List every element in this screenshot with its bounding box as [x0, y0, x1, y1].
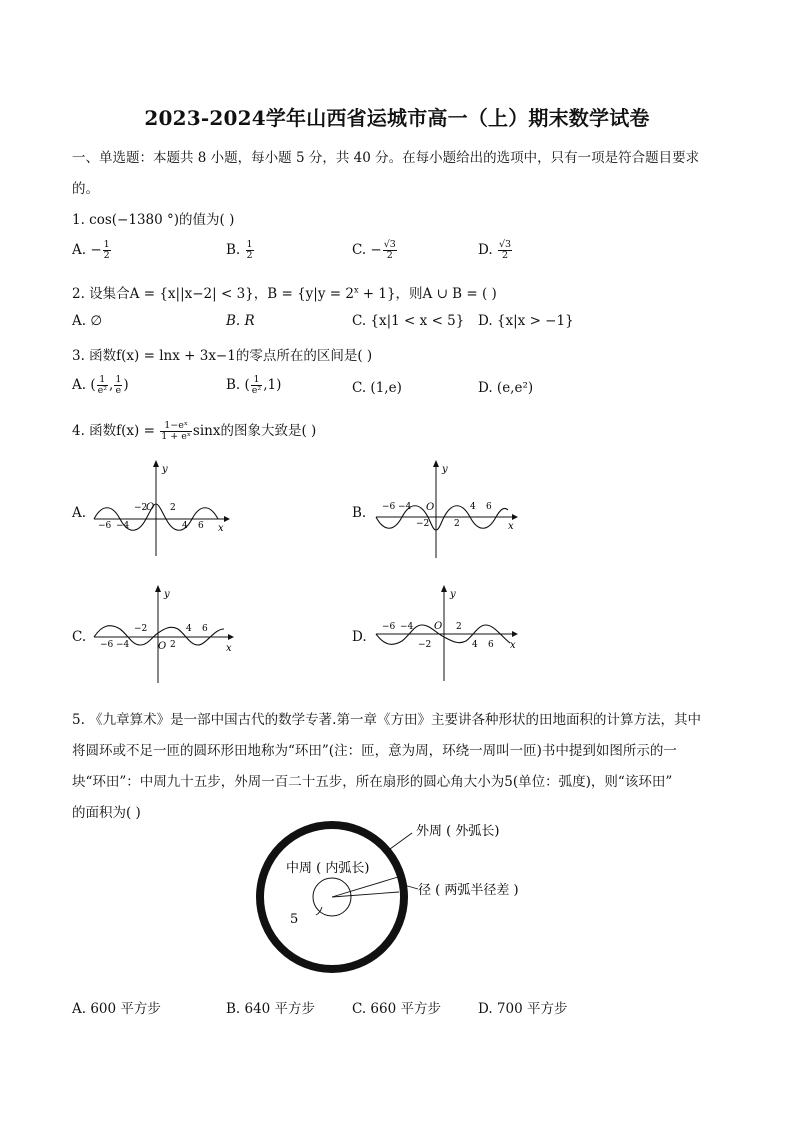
- tick-label: 6: [198, 521, 204, 531]
- tick-label: −4: [398, 502, 412, 512]
- q1-stem: 1. cos(−1380 °)的值为( ): [72, 212, 235, 228]
- inner-label: 中周 ( 内弧长): [286, 861, 370, 876]
- tick-label: −2: [416, 519, 430, 529]
- q3-option-a[interactable]: A. ( $\frac{1}{\text{e²}}$ , $\frac{1}{e}$ ): [72, 374, 129, 396]
- tick-label: 2: [170, 503, 176, 513]
- origin-label: O: [434, 621, 443, 632]
- q3-option-c[interactable]: C. (1,e): [352, 380, 402, 396]
- tick-label: 6: [202, 624, 208, 634]
- fraction: $\frac{√3}{2}$: [383, 239, 396, 261]
- section-heading: 一、单选题：本题共 8 小题，每小题 5 分，共 40 分。在每小题给出的选项中，只有一项是符合题目要求: [72, 150, 700, 166]
- y-label: y: [450, 589, 456, 600]
- q5-stem-line4: 的面积为( ): [72, 805, 141, 821]
- origin-label: O: [158, 641, 167, 652]
- q1-option-b[interactable]: [226, 240, 255, 261]
- fraction: $\frac{1}{2}$: [103, 239, 110, 261]
- tick-label: 2: [456, 622, 462, 632]
- tick-label: 4: [472, 640, 478, 650]
- q1-option-d[interactable]: [478, 240, 513, 261]
- q5-stem-line2: 将圆环或不足一匝的圆环形田地称为“环田”(注：匝，意为周，环绕一周叫一匝)书中提到如图所示的一: [72, 743, 677, 759]
- q1-option-d-label: D.: [478, 242, 497, 258]
- outer-label: 外周 ( 外弧长): [416, 824, 500, 839]
- tick-label: −6: [382, 502, 396, 512]
- q5-option-b[interactable]: B. 640 平方步: [226, 1001, 316, 1017]
- x-label: x: [508, 521, 514, 532]
- q1-option-c[interactable]: [352, 240, 398, 261]
- tick-label: −2: [134, 624, 148, 634]
- q4-option-c-label[interactable]: C.: [72, 629, 87, 645]
- section-heading-cont: 的。: [72, 181, 99, 197]
- tick-label: 2: [170, 640, 176, 650]
- tick-label: −6: [100, 640, 114, 650]
- y-label: y: [162, 464, 168, 475]
- x-axis-arrow: [228, 634, 234, 640]
- fraction: $\frac{√3}{2}$: [498, 239, 512, 261]
- tick-label: −2: [418, 640, 432, 650]
- q2-option-a[interactable]: A. ∅: [72, 313, 103, 329]
- y-axis-arrow: [153, 460, 159, 467]
- y-axis-arrow: [155, 585, 161, 592]
- fraction: $\frac{1}{e}$: [115, 374, 122, 396]
- x-label: x: [218, 523, 224, 534]
- tick-label: −6: [382, 622, 396, 632]
- q2-option-b[interactable]: B. R: [226, 313, 255, 329]
- tick-label: 4: [182, 521, 188, 531]
- tick-label: −2: [134, 503, 148, 513]
- q1-option-b-label: B.: [226, 242, 245, 258]
- q2-option-c[interactable]: C. {x|1 < x < 5}: [352, 313, 465, 329]
- origin-label: O: [146, 502, 155, 513]
- page-title: 2023-2024学年山西省运城市高一（上）期末数学试卷: [144, 106, 650, 130]
- x-axis-arrow: [512, 514, 518, 520]
- q4-graph-d[interactable]: [372, 585, 522, 685]
- y-label: y: [442, 464, 448, 475]
- q4-graph-b[interactable]: [372, 460, 522, 560]
- fraction: $\frac{\text{1−eˣ}}{\text{1 + eˣ}}$: [161, 420, 191, 442]
- tick-label: 6: [486, 502, 492, 512]
- q1-option-a-label: A. −: [72, 242, 102, 258]
- q3-stem: 3. 函数f(x) = lnx + 3x−1的零点所在的区间是( ): [72, 348, 373, 364]
- q5-option-a[interactable]: A. 600 平方步: [72, 1001, 161, 1017]
- fraction: $\frac{1}{2}$: [246, 239, 253, 261]
- leader-line: [390, 833, 412, 849]
- x-axis-arrow: [512, 631, 518, 637]
- tick-label: −4: [116, 640, 130, 650]
- tick-label: 4: [186, 624, 192, 634]
- q4-option-a-label[interactable]: A.: [72, 505, 87, 521]
- q5-stem-line3: 块“环田”：中周九十五步，外周一百二十五步，所在扇形的圆心角大小为5(单位：弧度)，则“该环田”: [72, 774, 673, 790]
- q4-option-b-label[interactable]: B.: [352, 505, 367, 521]
- y-axis-arrow: [441, 585, 447, 592]
- q2-option-d[interactable]: D. {x|x > −1}: [478, 313, 574, 329]
- tick-label: −4: [116, 521, 130, 531]
- radius-label: 径 ( 两弧半径差 ): [418, 883, 519, 898]
- tick-label: −4: [400, 622, 414, 632]
- tick-label: 6: [488, 640, 494, 650]
- fraction: $\frac{1}{\text{e²}}$: [97, 374, 108, 396]
- q1-option-a[interactable]: [72, 240, 112, 261]
- y-axis-arrow: [433, 460, 439, 467]
- ring-field-figure: [250, 815, 550, 990]
- angle-label: 5: [290, 912, 299, 927]
- q4-graph-c[interactable]: [90, 585, 240, 685]
- q5-option-d[interactable]: D. 700 平方步: [478, 1001, 568, 1017]
- q3-option-d[interactable]: D. (e,e²): [478, 380, 534, 396]
- tick-label: 2: [454, 519, 460, 529]
- tick-label: −6: [98, 521, 112, 531]
- q5-stem-line1: 5. 《九章算术》是一部中国古代的数学专著.第一章《方田》主要讲各种形状的田地面积的计算方法，其中: [72, 712, 701, 728]
- fraction: $\frac{1}{\text{e²}}$: [251, 374, 262, 396]
- q5-option-c[interactable]: C. 660 平方步: [352, 1001, 441, 1017]
- origin-label: O: [426, 502, 435, 513]
- x-label: x: [226, 643, 232, 654]
- q4-graph-a[interactable]: [90, 460, 230, 560]
- x-axis-arrow: [224, 516, 230, 522]
- q1-option-c-label: C. −: [352, 242, 382, 258]
- q4-stem: 4. 函数f(x) = $\frac{\text{1−eˣ}}{\text{1 + eˣ}}$ sinx的图象大致是( ): [72, 420, 317, 442]
- q4-option-d-label[interactable]: D.: [352, 629, 367, 645]
- tick-label: 4: [470, 502, 476, 512]
- q2-stem: 2. 设集合A = {x||x−2| < 3}，$B = \{y|y = 2^x + 1\}$，则A ∪ B = ( ): [72, 285, 497, 302]
- q3-option-b[interactable]: B. ( $\frac{1}{\text{e²}}$ ,1): [226, 374, 282, 396]
- y-label: y: [164, 589, 170, 600]
- x-label: x: [510, 640, 516, 651]
